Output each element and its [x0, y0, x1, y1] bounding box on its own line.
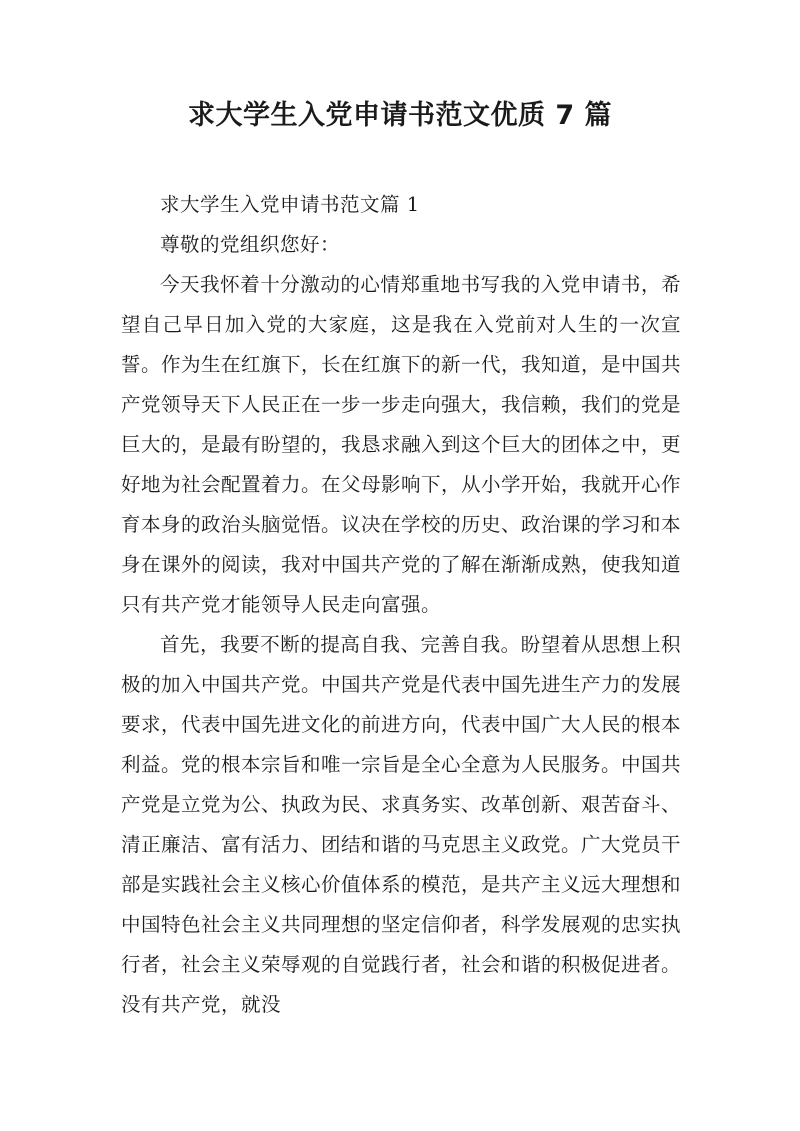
body-paragraph-1: 今天我怀着十分激动的心情郑重地书写我的入党申请书，希望自己早日加入党的大家庭，这是我在入党前对人生的一次宣誓。作为生在红旗下，长在红旗下的新一代，我知道，是中国共产党领导天下人民正在一步一步走向强大，我信赖，我们的党是巨大的，是最有盼望的，我恳求融入到这个巨大的团体之中，更好地为社会配置着力。在父母影响下，从小学开始，我就开心作育本身的政治头脑觉悟。议决在学校的历史、政治课的学习和本身在课外的阅读，我对中国共产党的了解在渐渐成熟，使我知道只有共产党才能领导人民走向富强。 [121, 273, 682, 616]
document-title: 求大学生入党申请书范文优质 7 篇 [187, 100, 613, 131]
document-body [121, 185, 681, 1025]
salutation: 尊敬的党组织您好： [160, 233, 341, 256]
section-heading: 求大学生入党申请书范文篇 1 [160, 193, 420, 216]
body-paragraph-2: 首先，我要不断的提高自我、完善自我。盼望着从思想上积极的加入中国共产党。中国共产党是代表中国先进生产力的发展要求，代表中国先进文化的前进方向，代表中国广大人民的根本利益。党的根本宗旨和唯一宗旨是全心全意为人民服务。中国共产党是立党为公、执政为民、求真务实、改革创新、艰苦奋斗、清正廉洁、富有活力、团结和谐的马克思主义政党。广大党员干部是实践社会主义核心价值体系的模范，是共产主义远大理想和中国特色社会主义共同理想的坚定信仰者，科学发展观的忠实执行者，社会主义荣辱观的自觉践行者，社会和谐的积极促进者。没有共产党，就没 [121, 633, 682, 1016]
